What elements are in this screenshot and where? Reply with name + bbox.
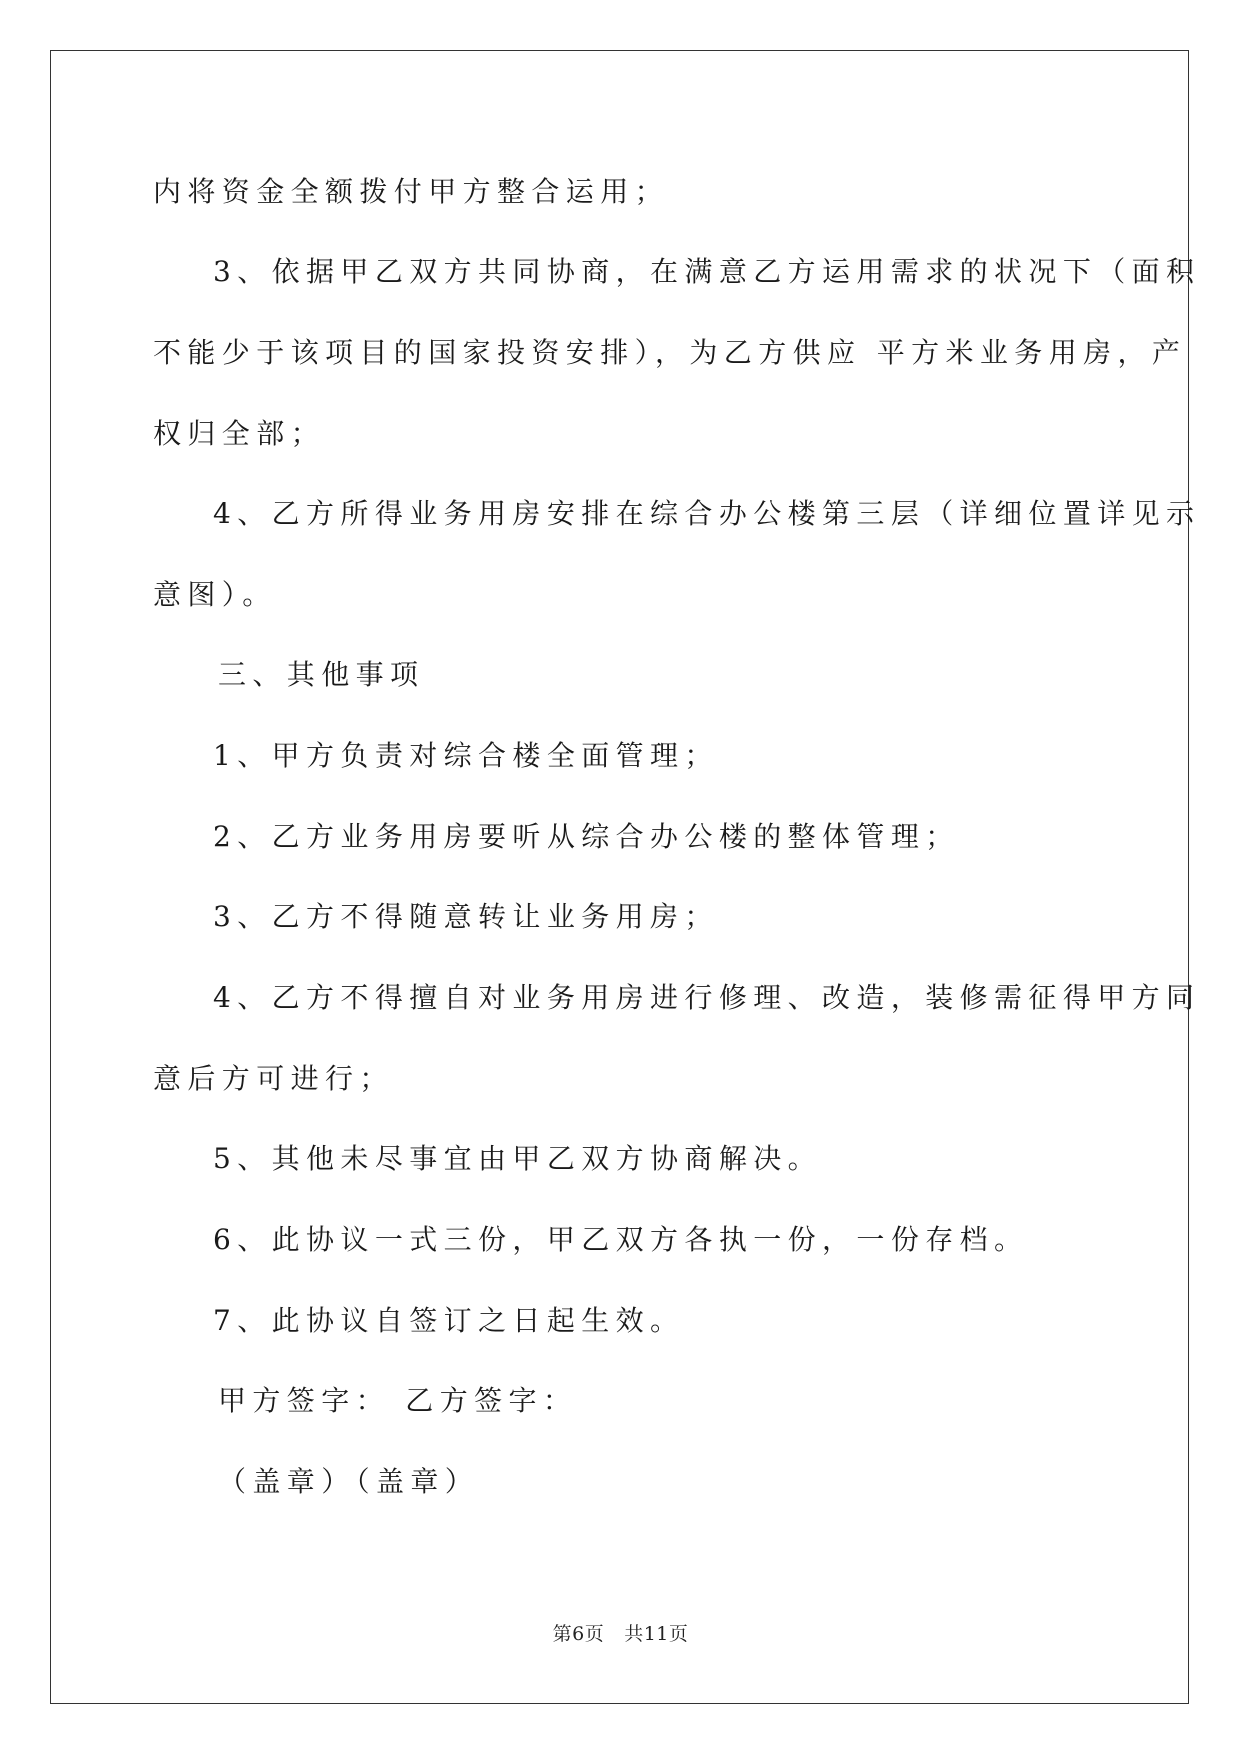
other-item-3: 3、乙方不得随意转让业务用房； xyxy=(213,900,719,933)
other-item-7: 7、此协议自签订之日起生效。 xyxy=(213,1304,685,1337)
clause-4-line-1: 4、乙方所得业务用房安排在综合办公楼第三层（详细位置详见示 xyxy=(213,497,1201,530)
page-number: 第6页 xyxy=(552,1623,605,1645)
other-item-2: 2、乙方业务用房要听从综合办公楼的整体管理； xyxy=(213,820,960,853)
other-item-5: 5、其他未尽事宜由甲乙双方协商解决。 xyxy=(213,1142,823,1175)
page-footer xyxy=(0,1621,1241,1647)
other-item-1: 1、甲方负责对综合楼全面管理； xyxy=(213,739,719,772)
clause-3-line-3: 权归全部； xyxy=(153,417,326,450)
other-item-4-line-2: 意后方可进行； xyxy=(153,1062,394,1095)
other-item-4-line-1: 4、乙方不得擅自对业务用房进行修理、改造，装修需征得甲方同 xyxy=(213,981,1201,1014)
body-line-1: 内将资金全额拨付甲方整合运用； xyxy=(153,175,670,208)
other-item-6: 6、此协议一式三份，甲乙双方各执一份，一份存档。 xyxy=(213,1223,1029,1256)
section-heading-other-matters: 三、其他事项 xyxy=(218,658,425,691)
clause-4-line-2: 意图）。 xyxy=(153,578,277,611)
page-total: 共11页 xyxy=(624,1623,689,1645)
clause-3-line-1: 3、依据甲乙双方共同协商，在满意乙方运用需求的状况下（面积 xyxy=(213,255,1201,288)
signature-line: 甲方签字： 乙方签字： xyxy=(218,1384,578,1417)
page-frame xyxy=(50,50,1189,1704)
clause-3-line-2: 不能少于该项目的国家投资安排），为乙方供应 平方米业务用房，产 xyxy=(153,336,1187,369)
seal-line: （盖章）（盖章） xyxy=(218,1465,480,1498)
